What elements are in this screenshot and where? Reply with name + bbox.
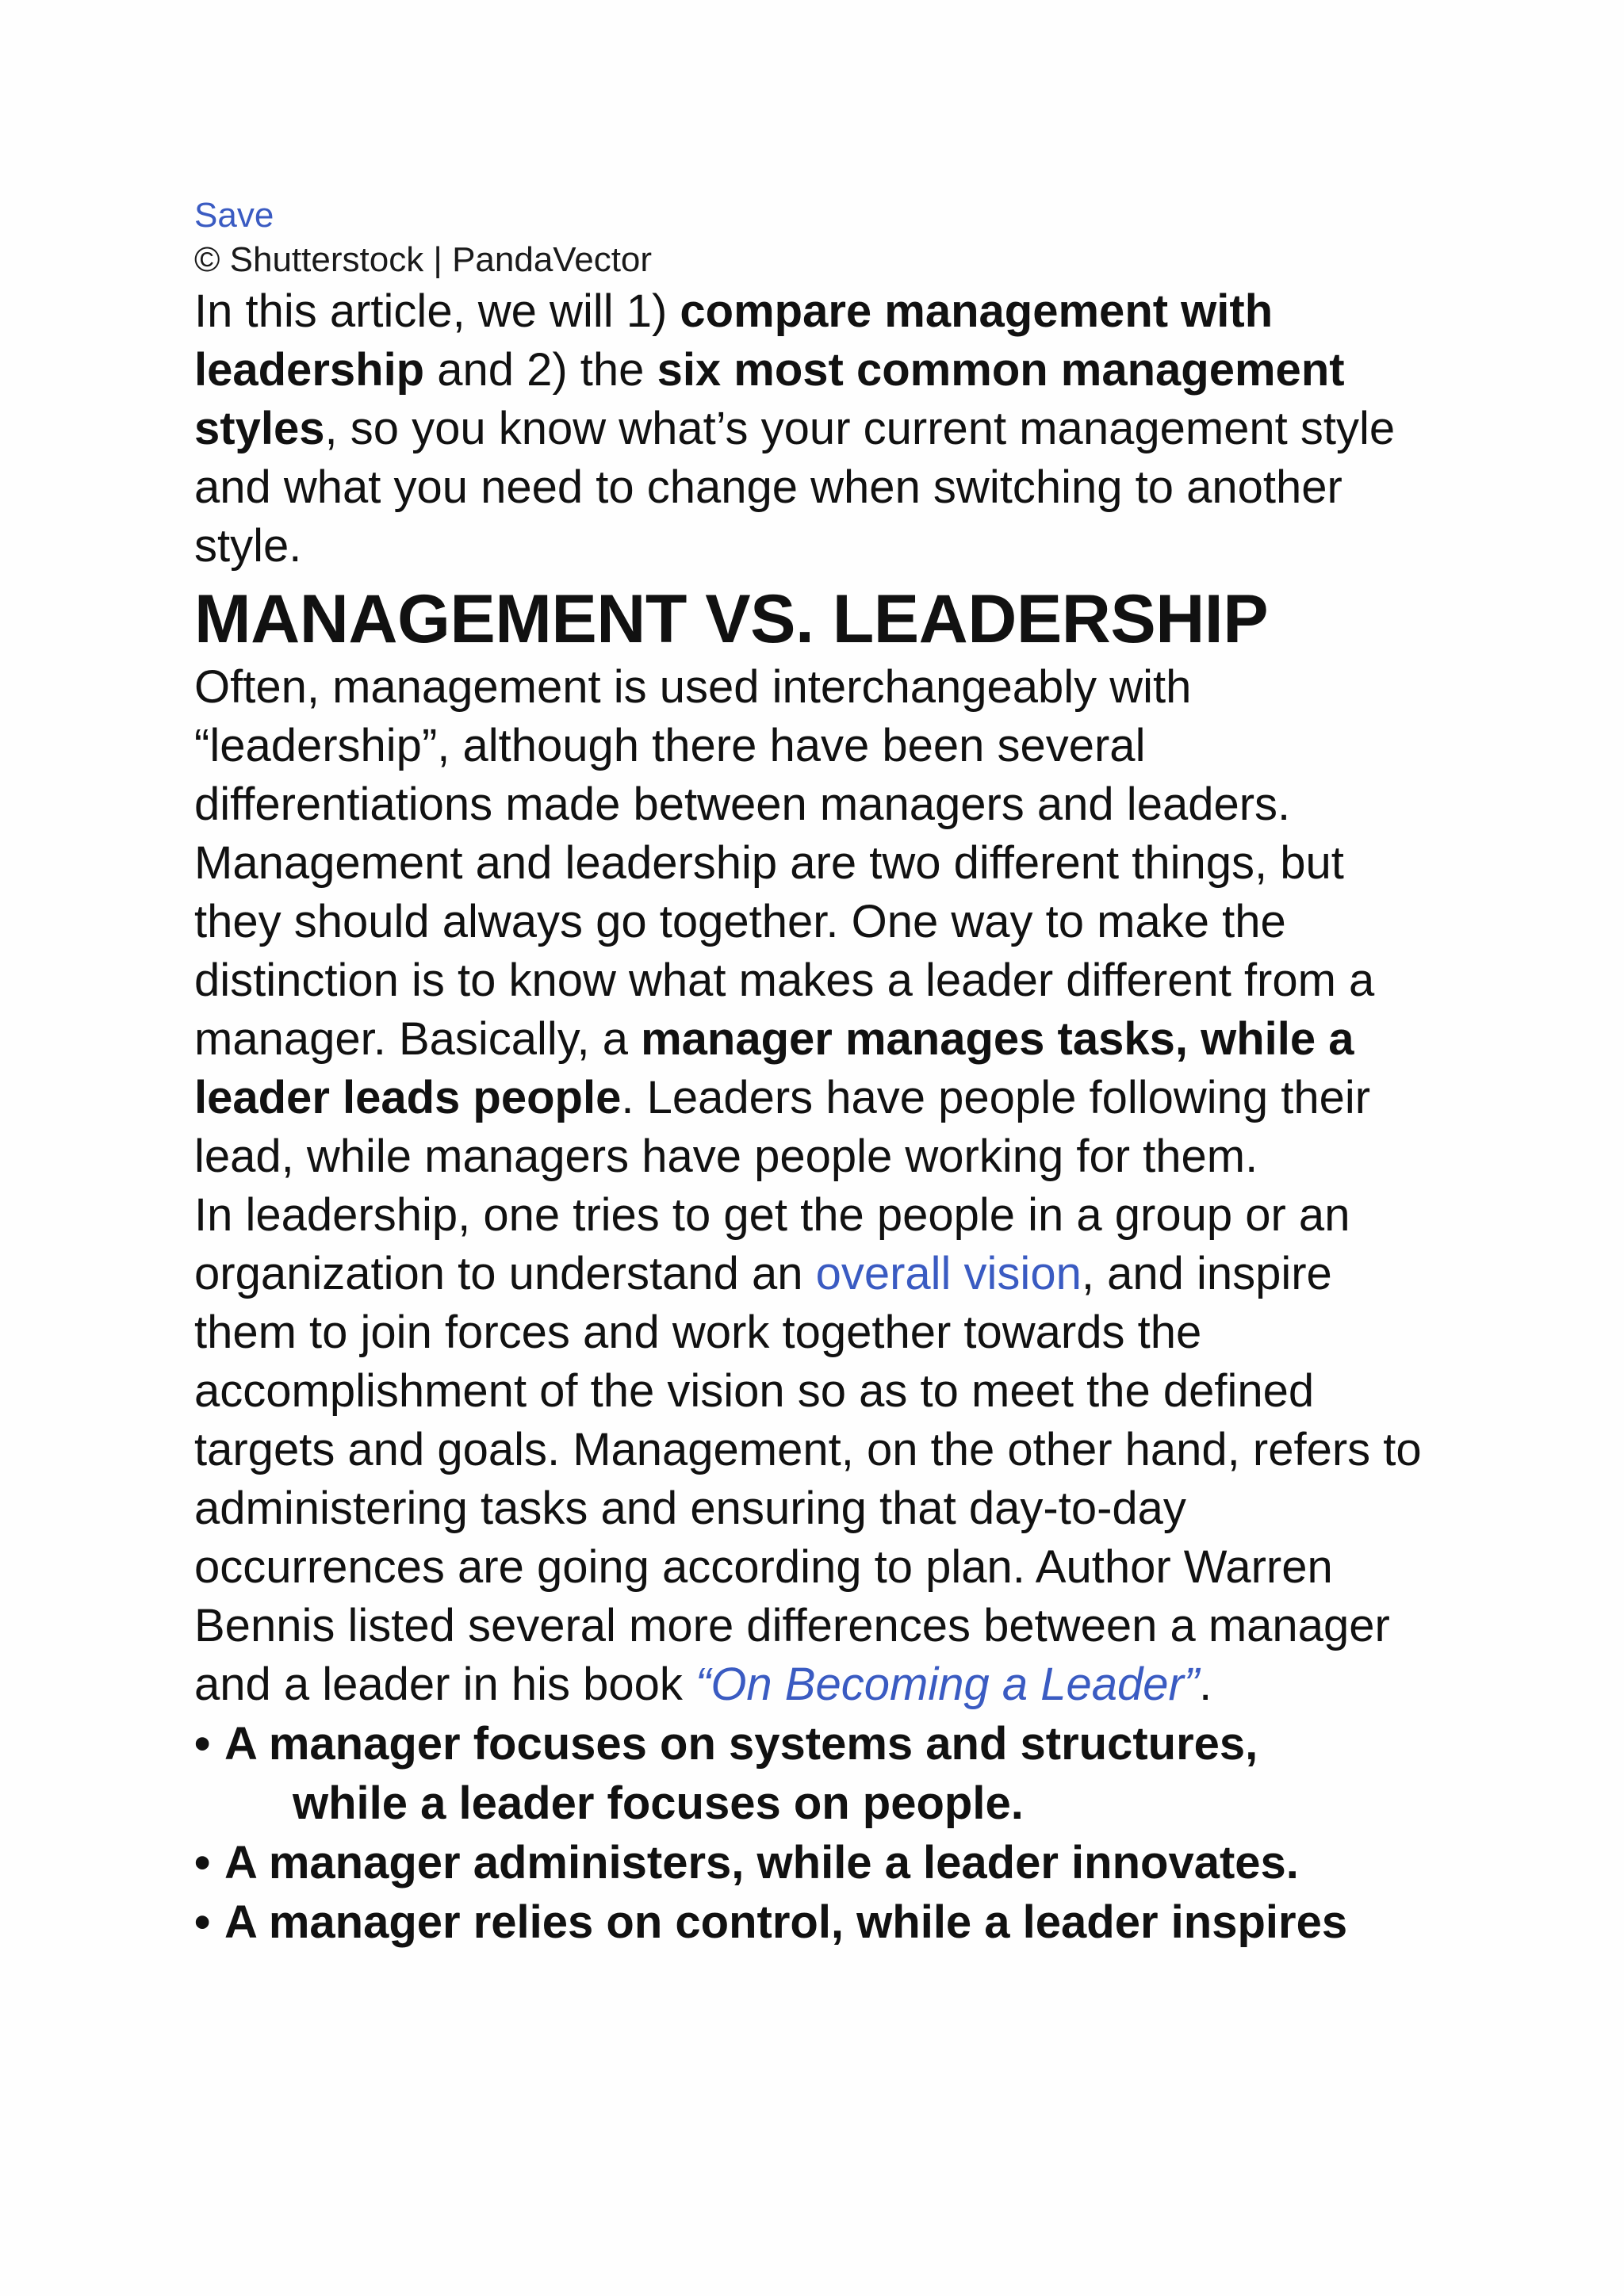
article-content [194,193,1439,1952]
para1-text-2: . Leaders have people following their lead, while managers have people working for them. [194,1072,1371,1182]
list-item-text-line2: while a leader focuses on people. [293,1777,1024,1829]
intro-text-2: and 2) the [424,344,657,396]
on-becoming-a-leader-link[interactable]: “On Becoming a Leader” [695,1659,1200,1710]
para2-text-1: In leadership, one tries to get the people in a group or an organization to understand an [194,1189,1350,1299]
para1-text-1: Often, management is used interchangeably with “leadership”, although there have been several differentiations made between managers and leaders. Management and leadership are two different things, but they should always go together. One way to make the distinction is to know what makes a leader different from a manager. Basically, a [194,661,1375,1065]
intro-bold-2: six most common management styles [194,344,1345,454]
paragraph-management-vs-leadership [194,658,1439,1186]
list-item-text-line1: A manager focuses on systems and structures, [224,1718,1258,1770]
bullet-marker: • [194,1718,211,1770]
para1-bold-1: manager manages tasks, while a leader leads people [194,1013,1354,1123]
overall-vision-link[interactable]: overall vision [815,1248,1082,1299]
list-item [194,1892,1439,1952]
paragraph-leadership-vision [194,1186,1439,1714]
para2-text-3: . [1199,1659,1212,1710]
list-item [194,1714,1439,1833]
intro-paragraph [194,282,1439,576]
section-heading: MANAGEMENT VS. LEADERSHIP [194,581,1269,657]
list-item-text: A manager relies on control, while a leader inspires [224,1896,1348,1948]
differences-list [194,1714,1439,1952]
intro-text-1: In this article, we will 1) [194,285,680,337]
bullet-marker: • [194,1896,211,1948]
list-item-text: A manager administers, while a leader innovates. [224,1837,1299,1888]
intro-text-3: , so you know what’s your current management style and what you need to change when switching to another style. [194,403,1396,572]
intro-bold-1: compare management with leadership [194,285,1274,396]
save-link[interactable]: Save [194,196,274,235]
image-credit: © Shutterstock | PandaVector [194,240,653,279]
bullet-marker: • [194,1837,211,1888]
para2-text-2: , and inspire them to join forces and work together towards the accomplishment of the vision so as to meet the defined targets and goals. Management, on the other hand, refers to administering tasks and ensuring that day-to-day occurrences are going according to plan. Author Warren Bennis listed several more differences between a manager and a leader in his book [194,1248,1422,1710]
list-item [194,1833,1439,1892]
